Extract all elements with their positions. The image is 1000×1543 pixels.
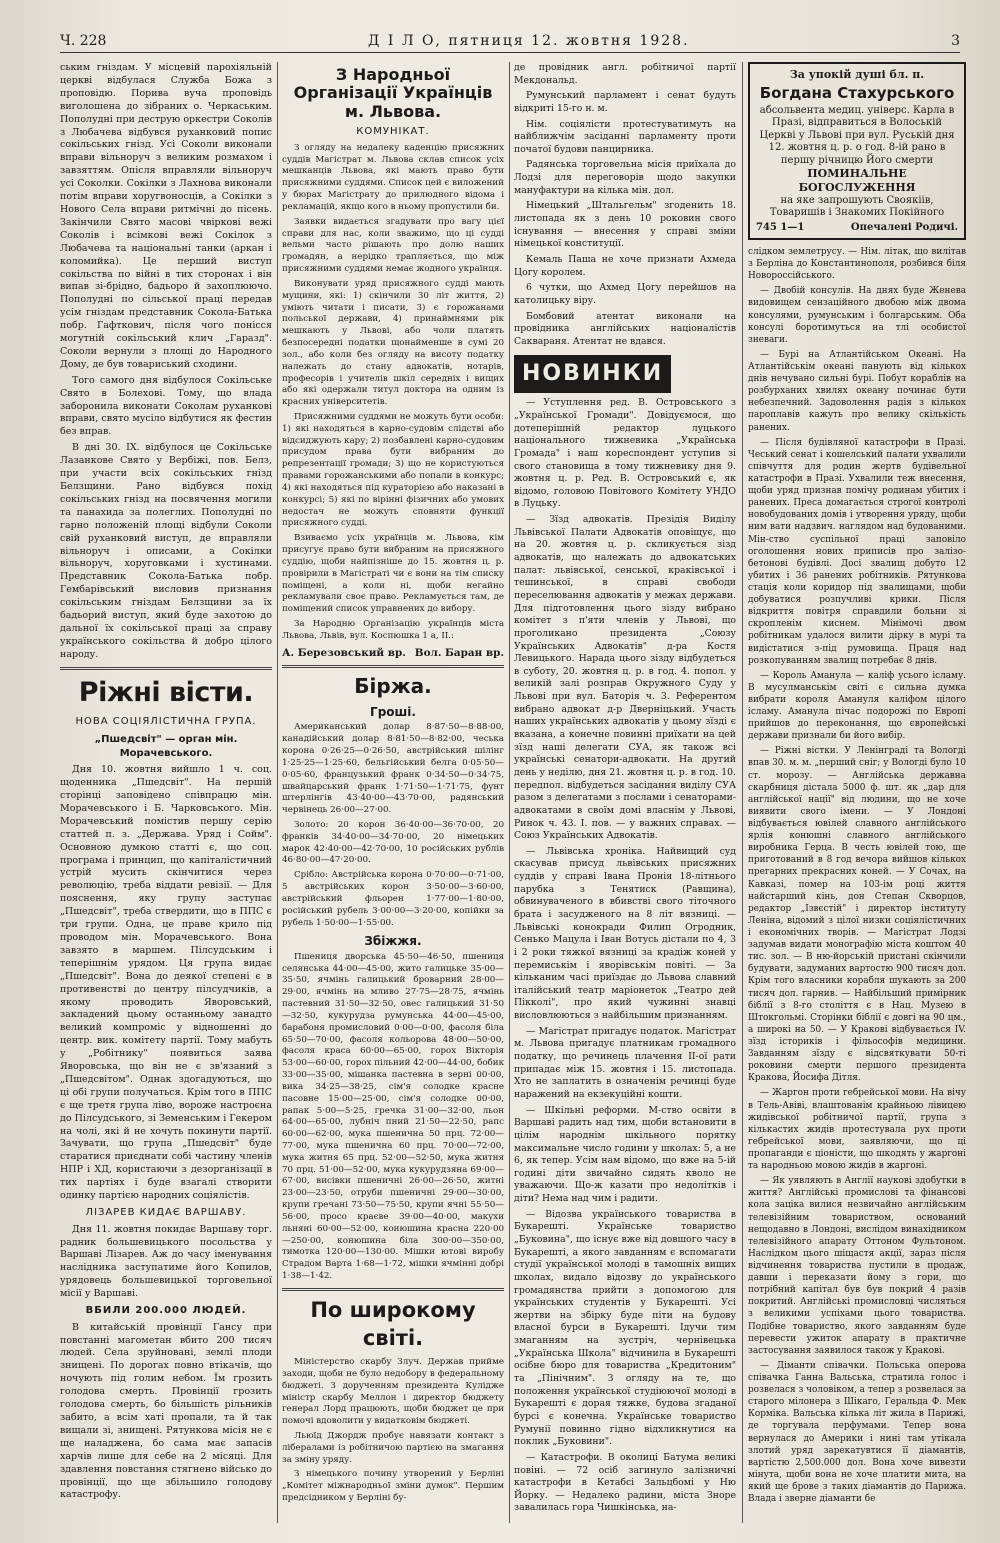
obituary-invite: на яке запрошують Своякіів, Товаришів і Знакомих Покійного: [769, 194, 945, 218]
subheading-komunikat: КОМУНІКАТ.: [356, 126, 430, 138]
novynka-dvobii: — Двобій консулів. На днях буде Женева видовищем сензаційного двобою між двома консулями, румунським і болгарським. Оба консулі боротимуться на тлі особистої зневаги.: [748, 286, 966, 345]
vbyly-text: В китайській провінції Гансу при повстанні магометан вбито 200 тисяч людей. Села зруйновані, землі плоди знищені. По дорогах повно втікачів, що ночують під голим небом. Їм грозить голодова смерть. Провінції грозить голодова смерть, бо більшість рільників забито, а всім хаті пропали, та й так вищали зі, знищені. Рятункова місія не є ще наладжена, бо сама має запасів харчів лише для себе на 2 місяці. Для здавлення повстання стягнено військо до провінції, що ще збільшило голодову катастрофу.: [60, 1321, 272, 1501]
svit-cont-p5: Німецький „Штальгельм" згоденить 18. листопада як з день 10 роковин свого існування — внесення у справі зміни німецької конституції.: [514, 200, 736, 250]
komunikat-p2: Заявки видається згадувати про вагу цієї справи для нас, коли зважимо, що ці судді вельми часто рішають про долю наших громадян, а нерідко трапляється, що між присяжними суддями немає жодного українця.: [282, 216, 504, 275]
lizarev-text: Дня 11. жовтня покидає Варшаву торг. радник большевицького посольства у Варшаві Лізарев. Аж до часу іменування наслідника заступатиме його Копилов, урядовець большевицької торговельної місії у Варшаві.: [60, 1223, 272, 1300]
komunikat-p4: Присяжними суддями не можуть бути особи: 1) які находяться в карно-судовім слідстві або відсиджують кару; 2) позбавлені карно-судовим присудом права бути вибраним до репрезентації громади; 3) що не користуються правами горожанськими або попали в конкурс; 4) які находяться під кураторією або наказані в конкурсі; 5) які по вірінні фізичних або умових недостач не можуть сповняти функції присяжного судді.: [282, 411, 504, 529]
subheading-lizarev: ЛІЗАРЕВ КИДАЄ ВАРШАВУ.: [85, 1207, 247, 1218]
column-divider: [277, 62, 278, 1523]
obituary-service: ПОМИНАЛЬНЕ БОГОСЛУЖЕННЯ: [798, 167, 916, 194]
sokol-text-p3: В дні 30. IX. відбулося це Сокільське Лазанкове Свято у Вербіжі, пов. Белз, при участи всіх сокільських гнізд Белзщини. Рано відбувся похід сокільських гнізд на посвячення могили та панахида за полеглих. Пополудні по гарно положеній площі відбули Соколи свій руханковий виступ, де вправляли вільноруч і описами, а Сокілки вільноруч, хоруговками і хустинами. Представник Сокола-Батька побр. Гембарівський висловив признання сокільським гніздам Белзщини за їх бадьорий виступ, який буде захотою до дальної їх сокільської праці за справу українського сокільства й добро цілого народу.: [60, 442, 272, 660]
svit-p2: Льюїд Джордж пробує навязати контакт з лібералами із робітничою партією на змагання за зміну уряду.: [282, 1431, 504, 1465]
obituary-notice: [748, 62, 966, 240]
birzha-sriblo: Срібло: Австрійська корона 0·70·00—0·71·00, 5 австрійських корон 3·50·00—3·60·00, австрійський фльорен 1·77·00—1·80·00, російський рубель 3·00·00—3·20·00, копійки за рубель 1·50·00—1·55·00.: [282, 870, 504, 928]
novynka-praha: — Після будівляної катастрофи в Празі. Чеський сенат і кошелський палати ухвалили співчуття для родин жертв будівельної катастрофи в Празі. Ухвалили теж внесення, щоби уряд признав помічу родинам убитих і ранених. Преса домагається строгої контролі новобудованих домів і утворення уряду, щоби ним вати надзвич. наглядом над будованими. Мін-ство суспільної праці заповіло оголошення нових приписів про залізо-бетонові будівлі. Досі звалищ добуто 12 убитих і 36 ранених робітників. Рятункова стація коли коридор під звалищами, щоби добуватися розпучливі крики. Після відкриття повітря справдили больни зі скропленім киснем. Мінімочі двом робітникам удалося вилити дірку в мурі та видістатися з-під румовища. Праця над розкопуванням звалищ потребає 8 днів.: [748, 437, 966, 666]
column-4: [748, 62, 966, 1508]
obituary-details: абсольвента медиц. універс. Карла в Празі, відправиться в Волоській Церкві у Львові при вул. Руській дня 12. жовтня ц. р. о год. 8-ій рано в першу річницю Його смерти: [759, 104, 955, 166]
section-heading-po-shyrokomu-sviti: По широкому світі.: [310, 1297, 476, 1351]
svit-cont-p1: де провідник англ. робітничої партії Мекдональд.: [514, 62, 736, 86]
novynka-zizd-advokativ: — Зїзд адвокатів. Презідія Виділу Львівської Палати Адвокатів оповіщує, що на 20. жовтня ц. р. скликується зізд адвокатів, що належать до адвокатських палат: львівської, сенської, краківської і тешинської, в справі свободи переселювання адвокатів у межах держави. Для підготовлення цього зізду вибрано комітет з п'яти членів у Львові, що проголикано президента „Союзу Українських Адвокатів" д-ра Костя Левицького. Нарада цього зізду відбудеться в суботу, 20. жовтня ц. р. в год. 4. попол. у великій залі розправ Окружного Суду у Львові при вул. Баторія ч. 3. Референтом вибрано адвокат д-р Дверніцький. Участь наших українських адвокатів у цьому зїзді є вказана, а конечне повинні приїхати на цей зїзд наші делегати СУА, як також всі українські сенатори-адвокати. На другий день у неділю, дня 21. жовтня ц. р. в год. 10. передпол. відбудеться засідання виділу СУА разом з делегатами з послами і сенаторами-адвокатами в своїм домі власнім у Львові, Ринок ч. 43. І. пов. — у важних справах. — Союз Українських Адвокатів.: [514, 514, 736, 842]
komunikat-p5: Взиваємо усіх українців м. Львова, кім присугує право бути вибраним на присяжного суддію, щоби найпізніше до 15. жовтня ц. р. провірили в Магістраті чи є вони на тім списку поміщені, а коли ні, щоби негайно рекламували своє право. Рекламується там, де поміщений список управнених до вибору.: [282, 533, 504, 615]
sokol-text-p1: ським гніздам. У місцевій парохіяльній церкві відбулася Служба Божа з проповідю. Порива вуча проповідь виголошена до зібраних о. Черкаським. Пополудні при деструю оркестри Соколів з Любачева відбувся руханковий попис сокільських гнізд. Усі Соколи виконали вправи вільноруч з великим розмахом і завзяттям. Опісля вправляли вільноруч усі Соколки. Сокілки з Лахнова виконали потім вправи хоругвоносців, а Сокілки з Нового Села вправи ритмічні до пісень. Закінчили Свято масові чвіркові вежі Соколів і всімкові вежі Сокілок з Любачева та національні танки (аркан і коломийка). Це перший виступ сокільства по війні в тих сторонах і він випав зі-брідно, бадьоро й захоплюючо. Пополудні по сільської праці передав усім гніздам представник Сокола-Батька побр. Гафткович, після чого понісся могутній сокільський клич „Гаразд". Соколи вернули з площі до Народного Дому, де був товариський сходини.: [60, 62, 272, 370]
section-heading-birzha: Біржа.: [354, 673, 432, 698]
section-heading-novynky: НОВИНКИ: [514, 355, 671, 393]
obituary-signature: Опечалені Родичі.: [850, 221, 958, 233]
pshedsvit-text: Дня 10. жовтня вийшло 1 ч. соц. щоденника „Пшедсвіт". На першій сторінці заповідено співпрацю мін. Морачевського і Б. Чарковського. Мін. Морачевський помістив першу серію статтей п. з. „Держава. Уряд і Сойм". Основною думкою статті є, що соц. програма і принцип, що капіталістичний устрій мусить скінчитися через революцію, треба віддати ревізії. — Для пояснення, яку групу заступає „Пшедсвіт", треба ствердити, що в ППС є три групи. Одна, це праве крило під проводом мін. Морачевського. Вона завзято в маршем. Пілсудським і теперішнім урядом. Ця група видає „Пшедсвіт". Вона до деякої степені є в противенстві до центру пілсудчиків, а якому проводить Яворовський, закладений цьому останньому занадто великий компроміс у відношенні до центр. вик. комітету партії. Тому мабуть у „Робітнику" появиться заява Яворовська, що він не є зв'язаний з „Пшедсвітом". Однак здогадуються, що ці обі групи получаться. Крім того в ППС є ще третя група ліво, вороже настроєна до Пілсудського, зі Земенським і Гекером на чолі, які й не хочуть покинути партії. Зачувати, що група „Пшедсвіт" буде старатися приєднати собі частину членів НПР і ХД, користаючи з дезорганізації в тих партіях і буде взагалі створити одинку партією народних соціялістів.: [60, 764, 272, 1202]
birzha-zbizha: Пшениця дворська 45·50—46·50, пшениця селянська 44·00—45·00, жито галицьке 35·00—35·50, ячмінь галицький броварний 28·00—29·00, ячмінь на мливо 27·75—28·75, ячмінь пастевний 31·50—32·50, овес галицький 31·50—32·50, кукурудза румунська 44·00—45·00, барабоня промисловий 0·00—0·00, фасоля біла 65·50—70·00, фасоля кольорова 48·00—50·00, фасоля краса 60·00—65·00, горох Вікторія 53·00—60·00, горох пільний 42·00—44·00, бобик 33·00—35·00, мішанка пастевна в зерні 00·00, вика 34·25—38·25, сім'я солодке красне пасовне 15·00—25·00, сім'я солодке 00·00, рапак 5·00—5·25, гречка 31·00—32·00, льон 64·00—65·00, лубніч пний 21·50—22·50, рапс 60·00—62·00, мука пшенична 50 прц. 72·00—77·00, мука пшенична 60 прц. 70·00—72·00, мука житня 65 прц. 52·00—52·50, мука житня 70 прц. 51·00—52·00, мука кукурудзяна 69·00—67·00, висівки пшеничні 26·00—26·50, житні 23·00—23·50, отруби пшеничні 29·00—30·00, крупи гречані 73·50—75·50, крупи ячні 55·50—56·00, просо краєве 39·00—40·00, макухи льняні 60·00—52·00, конюшина красна 220·00—250·00, конюшина біла 300·00—350·00, тимотка 120·00—130·00. Мішки ютові виробу Страдом Варта 1·68—1·72, мішки ячмінні добрі 1·38—1·42.: [282, 951, 504, 1282]
section-heading-narodnia-orhanizatsiia: З Народньої Організації Українців м. Львова.: [293, 65, 493, 121]
birzha-groshi: Американський долар 8·87·50—8·88·00, канадійський долар 8·81·50—8·82·00, чеська корона 0·26·25—0·26·50, австрійський шілінг 1·25·25—1·25·60, бельгійський белга 0·05·50—0·05·60, французький франк 0·34·50—0·34·75, швайцарський франк 1·71·50—1·71·75, фунт штерлінгів 43·40·00—43·70·00, радянський червінець 26·00—27·00.: [282, 722, 504, 816]
komunikat-signatures: [282, 646, 504, 660]
section-divider: [282, 665, 504, 668]
novynka-vidozva-bukaresht: — Відозва українського товариства в Букарешті. Українське товариство „Буковина", що існує вже від довшого часу в Букарешті, а якого завданням є вспомагати студії української молоді в тамошніх вищих школах, видало відозву до українського громадянства прийти з допомогою для українських студентів у Букарешті. Усі жертви на збірку буде піти на будову власної бурси в Букарешті. Ідучи тим змаганням на зустріч, чернівецька „Українська Школа" відчинила в Букарешті осібне бюро для товариства „Кредитоним" та „Пінічним". З огляду на те, що положення української студіюючої молоді в Букарешті є дорая тяжке, будова згаданої бурсі є конечна. Українське товариство Румунії повинно гідно відхликнутися на поклик „Буковини".: [514, 1208, 736, 1448]
komunikat-p6: За Народню Організацію українців міста Львова, Львів, вул. Коспюшка 1 а, II.:: [282, 619, 504, 641]
svit-cont-p8: Бомбовий атентат виконали на провідника англійських націоналістів Саквараня. Атентат не вдався.: [514, 310, 736, 347]
birzha-zoloto: Золото: 20 корон 36·40·00—36·70·00, 20 франків 34·40·00—34·70·00, 20 німецьких марок 42·40·00—42·70·00, 10 російських рублів 46·80·00—47·20·00.: [282, 819, 504, 866]
komunikat-p3: Виконувати уряд присяжного судді мають мущини, які: 1) скінчили 30 літ життя, 2) уміють читати і писати, 3) є горожанами польської держави, 4) принаймнями рік мешкають у Львові, або чоли платять безпосередні податки щонайменше в сумі 20 зол., або коли без огляду на висоту податку належать до стану адвокатів, нотарів, професорів і учителів шкіл середніх і вищих або які одержали титул доктора на одним із красних університетів.: [282, 278, 504, 408]
subheading-groshi: Гроші.: [370, 705, 416, 720]
column-3: [514, 62, 736, 1518]
subheading-zbizha: Збіжжя.: [364, 934, 422, 949]
obituary-name: Богдана Стахурського: [759, 83, 955, 102]
svit-cont-p7: 6 чутки, що Ахмед Цогу перейшов на католицьку віру.: [514, 282, 736, 306]
obituary-footer: [756, 222, 958, 235]
subheading-vbyly: ВБИЛИ 200.000 ЛЮДЕЙ.: [85, 1305, 247, 1317]
subheading-pshedsvit: „Пшедсвіт" — орган мін. Морачевського.: [94, 734, 238, 759]
novynka-rizhni-vistky: — Ріжні вістки. У Ленінграді та Вологді впав 30. м. м. „перший сніг; у Вологді було 10 ст. морозу. — Англійська державна скарбниця дістала 5000 ф. шт. як „дар для англійської нації" від людини, що не хоче виявити свого імени. — У Лондоні відбувається ювілей славного англійського ярлія конюшні славного англійського виробника Герца. В честь ювілей тою, ще приготований в 8 год вечора вийшов кількох прегарних прекрасних коней. — У Сочах, на Кавказі, помер на 103-ім році життя найстарший кінь, дон Степан Скворцов, редактор „Ізвєстій" і директор інституту Леніна, відомий з цілої низки соціялістичних і економічних творів. — Магістрат Лодзі задумав видати монографію міста коштом 40 тис. зол. — В ню-йорській пристані скінчили будувати, задуманих вартостю 900 тисяч дол. Крім того власники корабля шукають за 200 тисяч дол. гарнив. — Найбільший примірник біблії з 8-го століття є в Нац. Музею в Штокгольмі. Сторінки біблії є довгі на 90 цм., а широкі на 50. — У Кракові відбувається IV. зїзд істориків і фільософів медицини. Завданням зїзду є відсвяткувати 50-ті роковини смерти першого президента Кракова, Йосифа Дітля.: [748, 746, 966, 1084]
novynka-ostrovskyi: — Уступлення ред. В. Островського з „Української Громади". Довідуємося, що дотеперішній редактор луцького національного тижневика „Українська Громада" і наш кореспондент уступив зі свого становища в тому тижневику дня 9. жовтня ц. р. Ред. В. Островський є, як відомо, головою Повітового Комітету УНДО в Луцьку.: [514, 397, 736, 510]
page-number-right: 3: [951, 33, 960, 49]
svit-cont-p3: Нім. соціялісти протестуватимуть на найближчім засіданні парламенту проти початої будови панцирника.: [514, 118, 736, 155]
novynka-anhliia: — Як уявляють в Англії наукові здобутки в життя? Англійські промислові та фінансові кола заціка вилися незвичайно англійським телевізійним товариством, оснований нещодавно в Лондоні, вислідом винахідником телевізійного апарату Оттоном Фультоном. Наслідком цього шіщастя акції, зараз після відчинення товариства пустили в продаж, давши і переказати йому з гори, що потрібний капітал був був покрий 4 разів покритий. Англійські промисловці числяться з великими успіхами цього товариства. Подібне товариство, якого завданням буде перевести ужиток апарату в практичне застосування заявилося також у Кракові.: [748, 1176, 966, 1356]
obituary-intro: За упокій душі бл. п.: [789, 68, 925, 81]
signature-baran: Вол. Баран вр.: [414, 646, 504, 659]
novynka-zharhon: — Жаргон проти гебрейської мови. На вічу в Тель-Авіві, влаштованім крайньою лівицею жидівської робітничої партії, група з кількастих жидів протестувала рух проти гебрейської мови, заявляючи, що ці пропаганди є ціоністи, що шкодять у жаргоні та народньою мовою жидів в жаргоні.: [748, 1088, 966, 1172]
novynka-shkilni-reformy: — Шкільні реформи. М-ство освіти в Варшаві радить над тим, щоби встановити в цілім народнім шкільного порятку максимальне число години у школах: 5, а не 6, як тепер. Усім нам відомо, що вже на 5-ій годині діти звичайно сидять кволо не уважаючи. Що-ж казати про недолітків і діти? Нема над чим і радити.: [514, 1104, 736, 1205]
novynka-diamanty: — Діманти співачки. Польська оперова співачка Ганна Вальська, стратила голос і розвелася з чоловіком, а тепер з розвелася за старого мілонера з Шікаго, Геральда Ф. Мек Корміка. Вальська кілька літ жила в Парижі, де торгувала перфумами. Тепер вона вернулася до Америки і нині там утікала злотий уряд зарекатувтися її діамантів, вартістю 2,500.000 дол. Вона хоче вивезти мінута, щоби вона не хоче платити мита, на який ще брове з таких діамантів до Парижа. Влада і зверне діаманти бе: [748, 1360, 966, 1505]
section-heading-rizhni-visty: Ріжні вісти.: [78, 676, 254, 708]
section-divider: [60, 667, 272, 670]
masthead: [60, 30, 960, 53]
novynka-buri: — Бурі на Атлантійськом Океані. На Атлантійськім океані панують від кількох днів нечувано сильні бурі. Побут кораблів на розбурханих хвилях океану починає бути небезпечний. Задоволення радія з кількох пароплавів кажуть про велику скількість ранених.: [748, 349, 966, 433]
column-1: [60, 62, 272, 1505]
komunikat-p1: З огляду на недалеку каденцію присяжних суддів Магістрат м. Львова склав список усіх мешканців Львова, які мають право бути присяжними суддями. Список цей є виложений у бюрах Магістрату до прилюдного відома і рекламацій, якщо кого в ньому пропустили би.: [282, 142, 504, 212]
column-divider: [742, 62, 743, 1523]
svit-p3: З німецького почину утворений у Берліні „Комітет міжнародньої зміни думок". Першим предсідником у Берліні бу-: [282, 1469, 504, 1504]
column-2: [282, 62, 504, 1508]
section-divider: [282, 1288, 504, 1291]
katastrofy-cont: слідком землетрусу. — Нім. літак, що вилітав з Берліна до Константинополя, розбився біля Новороссійського.: [748, 247, 966, 282]
svit-p1: Міністерство скарбу Злуч. Держав прийме заходи, щоби не було недобору в федеральному бюджеті. З дорученням президента Кулідже міністр скарбу Меллон і директор бюджету генерал Лорд працюють, щоби бюджет це при помочі вдоволити у видатковім бюджеті.: [282, 1357, 504, 1427]
signature-berezovskyi: А. Березовський вр.: [282, 646, 406, 659]
novynka-podatok: — Магістрат пригадує податок. Магістрат м. Львова пригадує платникам громадного податку, що речинець плачення II-ої рати припадає між 15. жовтня і 15. листопада. Хто не заплатить в означенім речинці буде наражений на екзекуційні кошти.: [514, 1025, 736, 1100]
column-divider: [509, 62, 510, 1523]
novynka-lvivska-khronika: — Львівська хроніка. Найвищий суд скасував присуд львівських присяжних суддів у справі Івана Пронія 18-літнього парубка з Тенятиск (Равщина), обвинуваченого в вбивстві свого тіточного брата і засудженого на 8 літ вязниці. — Львівські конокради Филип Огродник, Сенько Мацула і Іван Вотусь дістали по 4, 3 і 2 роки тяжкої вязниці за крадіж коней у перемиськім і яворівськім повіті. — За кільканим часі приїздає до Львова славний італійський театр маріонеток „Театро дей Пікколі", про який чужинні знавці висловлюються з найбільшим признанням.: [514, 845, 736, 1022]
svit-cont-p2: Румунський парламент і сенат будуть відкриті 15-го н. м.: [514, 90, 736, 114]
subheading-nova-grupa: НОВА СОЦІЯЛІСТИЧНА ГРУПА.: [75, 716, 257, 728]
svit-cont-p6: Кемаль Паша не хоче признати Ахмеда Цогу королем.: [514, 253, 736, 278]
newspaper-title-date: Д І Л О, пятниця 12. жовтня 1928.: [368, 33, 690, 49]
novynka-amanula: — Король Аманула — каліф усього ісламу. В мусулманськім світі є сильна думка вибрати короля Амануля каліфом цілого ісламу. Аманула пічас подорожі по Европі прийшов до переконання, що європейські держави признали би його вибір.: [748, 670, 966, 742]
page-number-left: Ч. 228: [60, 33, 107, 49]
sokol-text-p2: Того самого дня відбулося Сокільське Свято в Болехові. Тому, що влада заборонила виконати Соколам руханкові вправи, свято мусіло відбутися як фестин без вправ.: [60, 374, 272, 438]
novynka-katastrofy: — Катастрофи. В околиці Батума великі повіні. — 72 осіб загинуло залізничні катастрофи в Кетабсі Зальцбомі у Ню Йорку. — Недалеко радини, міста Зноре завалилась гора Чишкінська, на-: [514, 1451, 736, 1514]
svit-cont-p4: Радянська торговельна місія приїхала до Лодзі для переговорів щодо закупки мануфактури на кілька мін. дол.: [514, 159, 736, 196]
obituary-number: 745 1—1: [756, 221, 805, 233]
